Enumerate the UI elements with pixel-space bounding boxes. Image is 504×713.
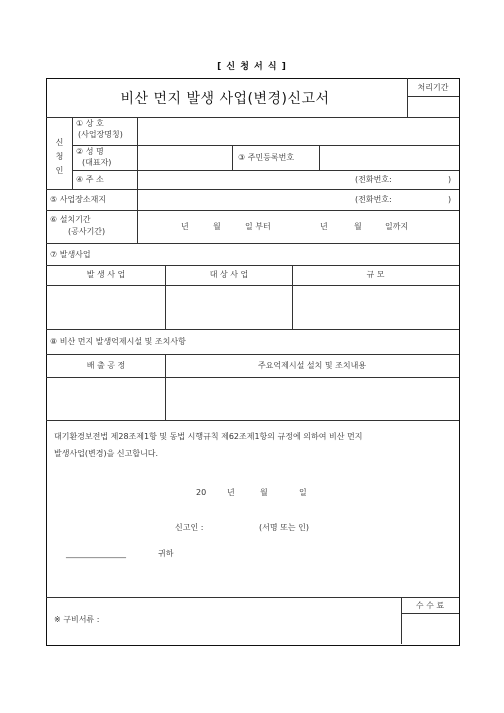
period-from-month: 월 [213,222,221,231]
trade-name-label: ① 상 호 [76,119,104,128]
divider [319,145,320,170]
divider [46,265,459,266]
business-col-header: 발 생 사 업 [86,270,126,279]
divider [46,189,459,190]
divider [46,243,459,244]
name-sub: (대표자) [82,158,112,167]
address-phone-label: (전화번호: [355,175,392,184]
divider [137,117,138,243]
resident-number-label: ③ 주민등록번호 [238,153,295,162]
divider [46,377,459,378]
attachments-label: ※ 구비서류 : [54,615,100,624]
period-from-day: 일 부터 [245,222,271,231]
scale-col-header: 규 모 [366,270,385,279]
divider [72,117,73,189]
divider [46,117,459,118]
address-phone-close: ) [448,175,452,184]
measures-section-label: ⑧ 비산 먼지 발생억제시설 및 조치사항 [50,337,186,346]
suppression-col-header: 주요억제시설 설치 및 조치내용 [257,361,367,370]
site-phone-label: (전화번호: [355,195,392,204]
divider [46,210,459,211]
divider [72,170,459,171]
date-month: 월 [260,488,268,497]
install-period-sub: (공사기간) [68,227,106,236]
divider [46,597,459,598]
period-to-year: 년 [320,222,328,231]
date-year: 년 [227,488,235,497]
divider [72,145,459,146]
form-title: 비산 먼지 발생 사업(변경)신고서 [120,91,330,107]
site-address-label: ⑤ 사업장소재지 [50,195,107,204]
page-heading: [ 신 청 서 식 ] [217,62,287,72]
divider [46,354,459,355]
divider [407,96,459,97]
emission-process-col-header: 배 출 공 정 [86,361,126,370]
business-section-label: ⑦ 발생사업 [50,250,91,259]
divider [46,329,459,330]
divider [232,145,233,170]
period-from-year: 년 [181,222,189,231]
fee-label: 수 수 료 [415,601,445,610]
reporter-label: 신고인 : [175,523,204,532]
declaration-line-2: 발생사업(변경)을 신고합니다. [54,449,159,458]
processing-period-label: 처리기간 [417,83,449,92]
install-period-label: ⑥ 설치기간 [50,215,91,224]
date-day: 일 [299,488,307,497]
recipient-blank: _______________ [66,549,126,558]
declaration-line-1: 대기환경보전법 제28조제1항 및 동법 시행규칙 제62조제1항의 규정에 의하여 비산 먼지 [54,432,363,441]
divider [46,420,459,421]
trade-name-sub: (사업장명칭) [78,130,123,139]
period-to-day: 일까지 [385,222,409,231]
target-business-col-header: 대 상 사 업 [209,270,249,279]
name-label: ② 성 명 [76,147,104,156]
divider [46,285,459,286]
signature-label: (서명 또는 인) [259,523,309,532]
site-phone-close: ) [448,195,452,204]
recipient-suffix: 귀하 [158,549,174,558]
address-label: ④ 주 소 [76,175,104,184]
date-century: 20 [196,488,207,497]
period-to-month: 월 [354,222,362,231]
applicant-label: 신 청 인 [55,138,64,175]
divider [401,613,459,614]
